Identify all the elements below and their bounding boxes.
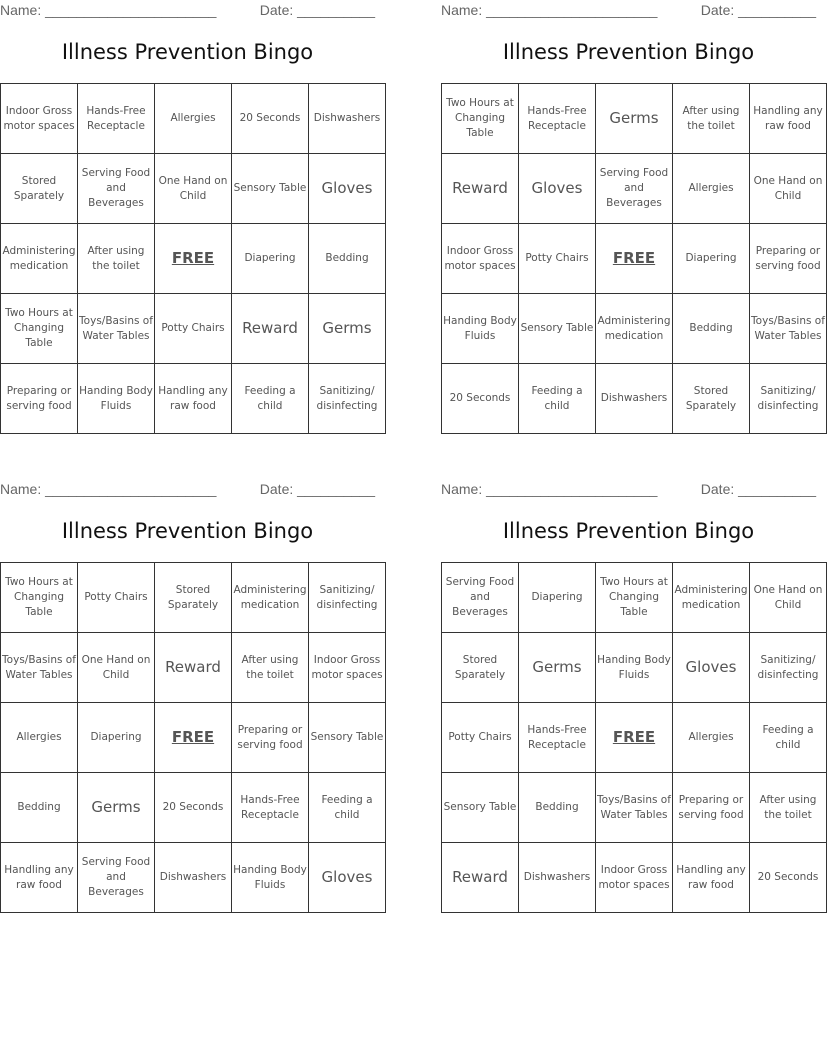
bingo-cell: Germs bbox=[519, 633, 596, 703]
bingo-cell: Sensory Table bbox=[519, 294, 596, 364]
bingo-cell: Gloves bbox=[309, 154, 386, 224]
bingo-cell: Two Hours at Changing Table bbox=[1, 563, 78, 633]
grid-row bbox=[1, 563, 386, 633]
grid-row bbox=[1, 633, 386, 703]
bingo-cell: Hands-Free Receptacle bbox=[519, 703, 596, 773]
bingo-cell: Stored Sparately bbox=[1, 154, 78, 224]
bingo-cell: Potty Chairs bbox=[519, 224, 596, 294]
bingo-cell: Handling any raw food bbox=[673, 843, 750, 913]
bingo-cell: Bedding bbox=[519, 773, 596, 843]
bingo-grid bbox=[441, 83, 827, 434]
bingo-cell: Toys/Basins of Water Tables bbox=[78, 294, 155, 364]
bingo-cell: One Hand on Child bbox=[750, 563, 827, 633]
bingo-cell: Two Hours at Changing Table bbox=[596, 563, 673, 633]
bingo-cell: Potty Chairs bbox=[442, 703, 519, 773]
bingo-grid bbox=[441, 562, 827, 913]
bingo-cell: After using the toilet bbox=[750, 773, 827, 843]
bingo-card-2 bbox=[441, 0, 825, 432]
card-title: Illness Prevention Bingo bbox=[61, 519, 314, 543]
grid-row bbox=[1, 224, 386, 294]
bingo-cell: Diapering bbox=[78, 703, 155, 773]
bingo-cell: Potty Chairs bbox=[78, 563, 155, 633]
grid-row bbox=[1, 703, 386, 773]
bingo-cell: Bedding bbox=[1, 773, 78, 843]
name-field-label: Name: ______________________ bbox=[441, 2, 658, 18]
bingo-cell: Germs bbox=[78, 773, 155, 843]
bingo-card-4 bbox=[441, 479, 823, 911]
grid-row bbox=[442, 843, 827, 913]
bingo-cell: Serving Food and Beverages bbox=[442, 563, 519, 633]
bingo-cell: Germs bbox=[309, 294, 386, 364]
bingo-grid bbox=[0, 562, 386, 913]
bingo-cell: Preparing or serving food bbox=[1, 364, 78, 434]
bingo-cell: 20 Seconds bbox=[750, 843, 827, 913]
bingo-cell: Handling any raw food bbox=[1, 843, 78, 913]
free-space-cell: FREE bbox=[596, 703, 673, 773]
date-field-label: Date: __________ bbox=[259, 481, 375, 497]
card-title: Illness Prevention Bingo bbox=[61, 40, 314, 64]
bingo-cell: Administering medication bbox=[673, 563, 750, 633]
bingo-cell: 20 Seconds bbox=[442, 364, 519, 434]
bingo-cell: Allergies bbox=[673, 703, 750, 773]
date-field-label: Date: __________ bbox=[700, 2, 816, 18]
card-title: Illness Prevention Bingo bbox=[502, 519, 755, 543]
card-header bbox=[0, 479, 375, 501]
grid-row bbox=[442, 154, 827, 224]
bingo-cell: After using the toilet bbox=[673, 84, 750, 154]
bingo-cell: Handing Body Fluids bbox=[78, 364, 155, 434]
name-field-label: Name: ______________________ bbox=[0, 481, 217, 497]
bingo-cell: Toys/Basins of Water Tables bbox=[1, 633, 78, 703]
bingo-cell: Toys/Basins of Water Tables bbox=[750, 294, 827, 364]
card-header bbox=[0, 0, 375, 22]
bingo-cell: Sanitizing/ disinfecting bbox=[309, 563, 386, 633]
bingo-cell: Gloves bbox=[309, 843, 386, 913]
bingo-cell: Feeding a child bbox=[232, 364, 309, 434]
bingo-cell: Diapering bbox=[232, 224, 309, 294]
bingo-cell: Dishwashers bbox=[519, 843, 596, 913]
bingo-cell: Sanitizing/ disinfecting bbox=[309, 364, 386, 434]
bingo-cell: After using the toilet bbox=[232, 633, 309, 703]
grid-row bbox=[442, 633, 827, 703]
name-field-label: Name: ______________________ bbox=[0, 2, 217, 18]
bingo-cell: Indoor Gross motor spaces bbox=[1, 84, 78, 154]
bingo-cell: One Hand on Child bbox=[78, 633, 155, 703]
bingo-cell: Germs bbox=[596, 84, 673, 154]
grid-row bbox=[1, 843, 386, 913]
card-header bbox=[441, 0, 816, 22]
bingo-cell: Indoor Gross motor spaces bbox=[596, 843, 673, 913]
bingo-cell: Dishwashers bbox=[596, 364, 673, 434]
bingo-cell: Hands-Free Receptacle bbox=[232, 773, 309, 843]
bingo-cell: Diapering bbox=[673, 224, 750, 294]
bingo-cell: Stored Sparately bbox=[673, 364, 750, 434]
bingo-cell: Sensory Table bbox=[232, 154, 309, 224]
bingo-cell: Allergies bbox=[1, 703, 78, 773]
bingo-cell: Serving Food and Beverages bbox=[78, 154, 155, 224]
bingo-cell: Potty Chairs bbox=[155, 294, 232, 364]
bingo-cell: Allergies bbox=[673, 154, 750, 224]
grid-row bbox=[1, 364, 386, 434]
bingo-cell: Reward bbox=[232, 294, 309, 364]
bingo-cell: Gloves bbox=[519, 154, 596, 224]
bingo-cell: Stored Sparately bbox=[442, 633, 519, 703]
grid-row bbox=[442, 364, 827, 434]
bingo-cell: Reward bbox=[155, 633, 232, 703]
date-field-label: Date: __________ bbox=[259, 2, 375, 18]
bingo-cell: Serving Food and Beverages bbox=[596, 154, 673, 224]
bingo-cell: Two Hours at Changing Table bbox=[1, 294, 78, 364]
bingo-cell: 20 Seconds bbox=[155, 773, 232, 843]
bingo-cell: Handing Body Fluids bbox=[442, 294, 519, 364]
bingo-cell: Reward bbox=[442, 154, 519, 224]
card-title: Illness Prevention Bingo bbox=[502, 40, 755, 64]
bingo-cell: Diapering bbox=[519, 563, 596, 633]
bingo-cell: Hands-Free Receptacle bbox=[519, 84, 596, 154]
bingo-cell: Handing Body Fluids bbox=[596, 633, 673, 703]
bingo-card-3 bbox=[0, 479, 384, 911]
bingo-cell: Toys/Basins of Water Tables bbox=[596, 773, 673, 843]
grid-row bbox=[1, 84, 386, 154]
grid-row bbox=[442, 294, 827, 364]
bingo-cell: Gloves bbox=[673, 633, 750, 703]
free-space-cell: FREE bbox=[155, 703, 232, 773]
bingo-cell: Indoor Gross motor spaces bbox=[442, 224, 519, 294]
bingo-cell: Feeding a child bbox=[519, 364, 596, 434]
bingo-cell: Handling any raw food bbox=[155, 364, 232, 434]
free-space-cell: FREE bbox=[596, 224, 673, 294]
bingo-cell: 20 Seconds bbox=[232, 84, 309, 154]
free-space-cell: FREE bbox=[155, 224, 232, 294]
bingo-cell: One Hand on Child bbox=[750, 154, 827, 224]
bingo-cell: Reward bbox=[442, 843, 519, 913]
date-field-label: Date: __________ bbox=[700, 481, 816, 497]
bingo-grid bbox=[0, 83, 386, 434]
bingo-cell: Administering medication bbox=[596, 294, 673, 364]
bingo-cell: Sanitizing/ disinfecting bbox=[750, 633, 827, 703]
bingo-cell: Dishwashers bbox=[309, 84, 386, 154]
bingo-cell: Allergies bbox=[155, 84, 232, 154]
bingo-cell: One Hand on Child bbox=[155, 154, 232, 224]
bingo-cell: Feeding a child bbox=[309, 773, 386, 843]
bingo-cell: Sensory Table bbox=[442, 773, 519, 843]
card-header bbox=[441, 479, 816, 501]
grid-row bbox=[442, 773, 827, 843]
bingo-cell: Handing Body Fluids bbox=[232, 843, 309, 913]
bingo-cell: Sanitizing/ disinfecting bbox=[750, 364, 827, 434]
bingo-cell: Preparing or serving food bbox=[232, 703, 309, 773]
bingo-cell: Handling any raw food bbox=[750, 84, 827, 154]
grid-row bbox=[442, 703, 827, 773]
bingo-cell: Sensory Table bbox=[309, 703, 386, 773]
grid-row bbox=[1, 294, 386, 364]
bingo-cell: Administering medication bbox=[1, 224, 78, 294]
bingo-cell: Serving Food and Beverages bbox=[78, 843, 155, 913]
bingo-cell: Bedding bbox=[673, 294, 750, 364]
bingo-cell: Indoor Gross motor spaces bbox=[309, 633, 386, 703]
bingo-card-1 bbox=[0, 0, 381, 432]
grid-row bbox=[1, 154, 386, 224]
bingo-cell: After using the toilet bbox=[78, 224, 155, 294]
name-field-label: Name: ______________________ bbox=[441, 481, 658, 497]
bingo-cell: Bedding bbox=[309, 224, 386, 294]
bingo-cell: Preparing or serving food bbox=[673, 773, 750, 843]
bingo-cell: Hands-Free Receptacle bbox=[78, 84, 155, 154]
grid-row bbox=[442, 563, 827, 633]
bingo-cell: Administering medication bbox=[232, 563, 309, 633]
grid-row bbox=[442, 84, 827, 154]
grid-row bbox=[1, 773, 386, 843]
bingo-cell: Stored Sparately bbox=[155, 563, 232, 633]
bingo-cell: Feeding a child bbox=[750, 703, 827, 773]
bingo-cell: Two Hours at Changing Table bbox=[442, 84, 519, 154]
grid-row bbox=[442, 224, 827, 294]
bingo-cell: Dishwashers bbox=[155, 843, 232, 913]
bingo-cell: Preparing or serving food bbox=[750, 224, 827, 294]
